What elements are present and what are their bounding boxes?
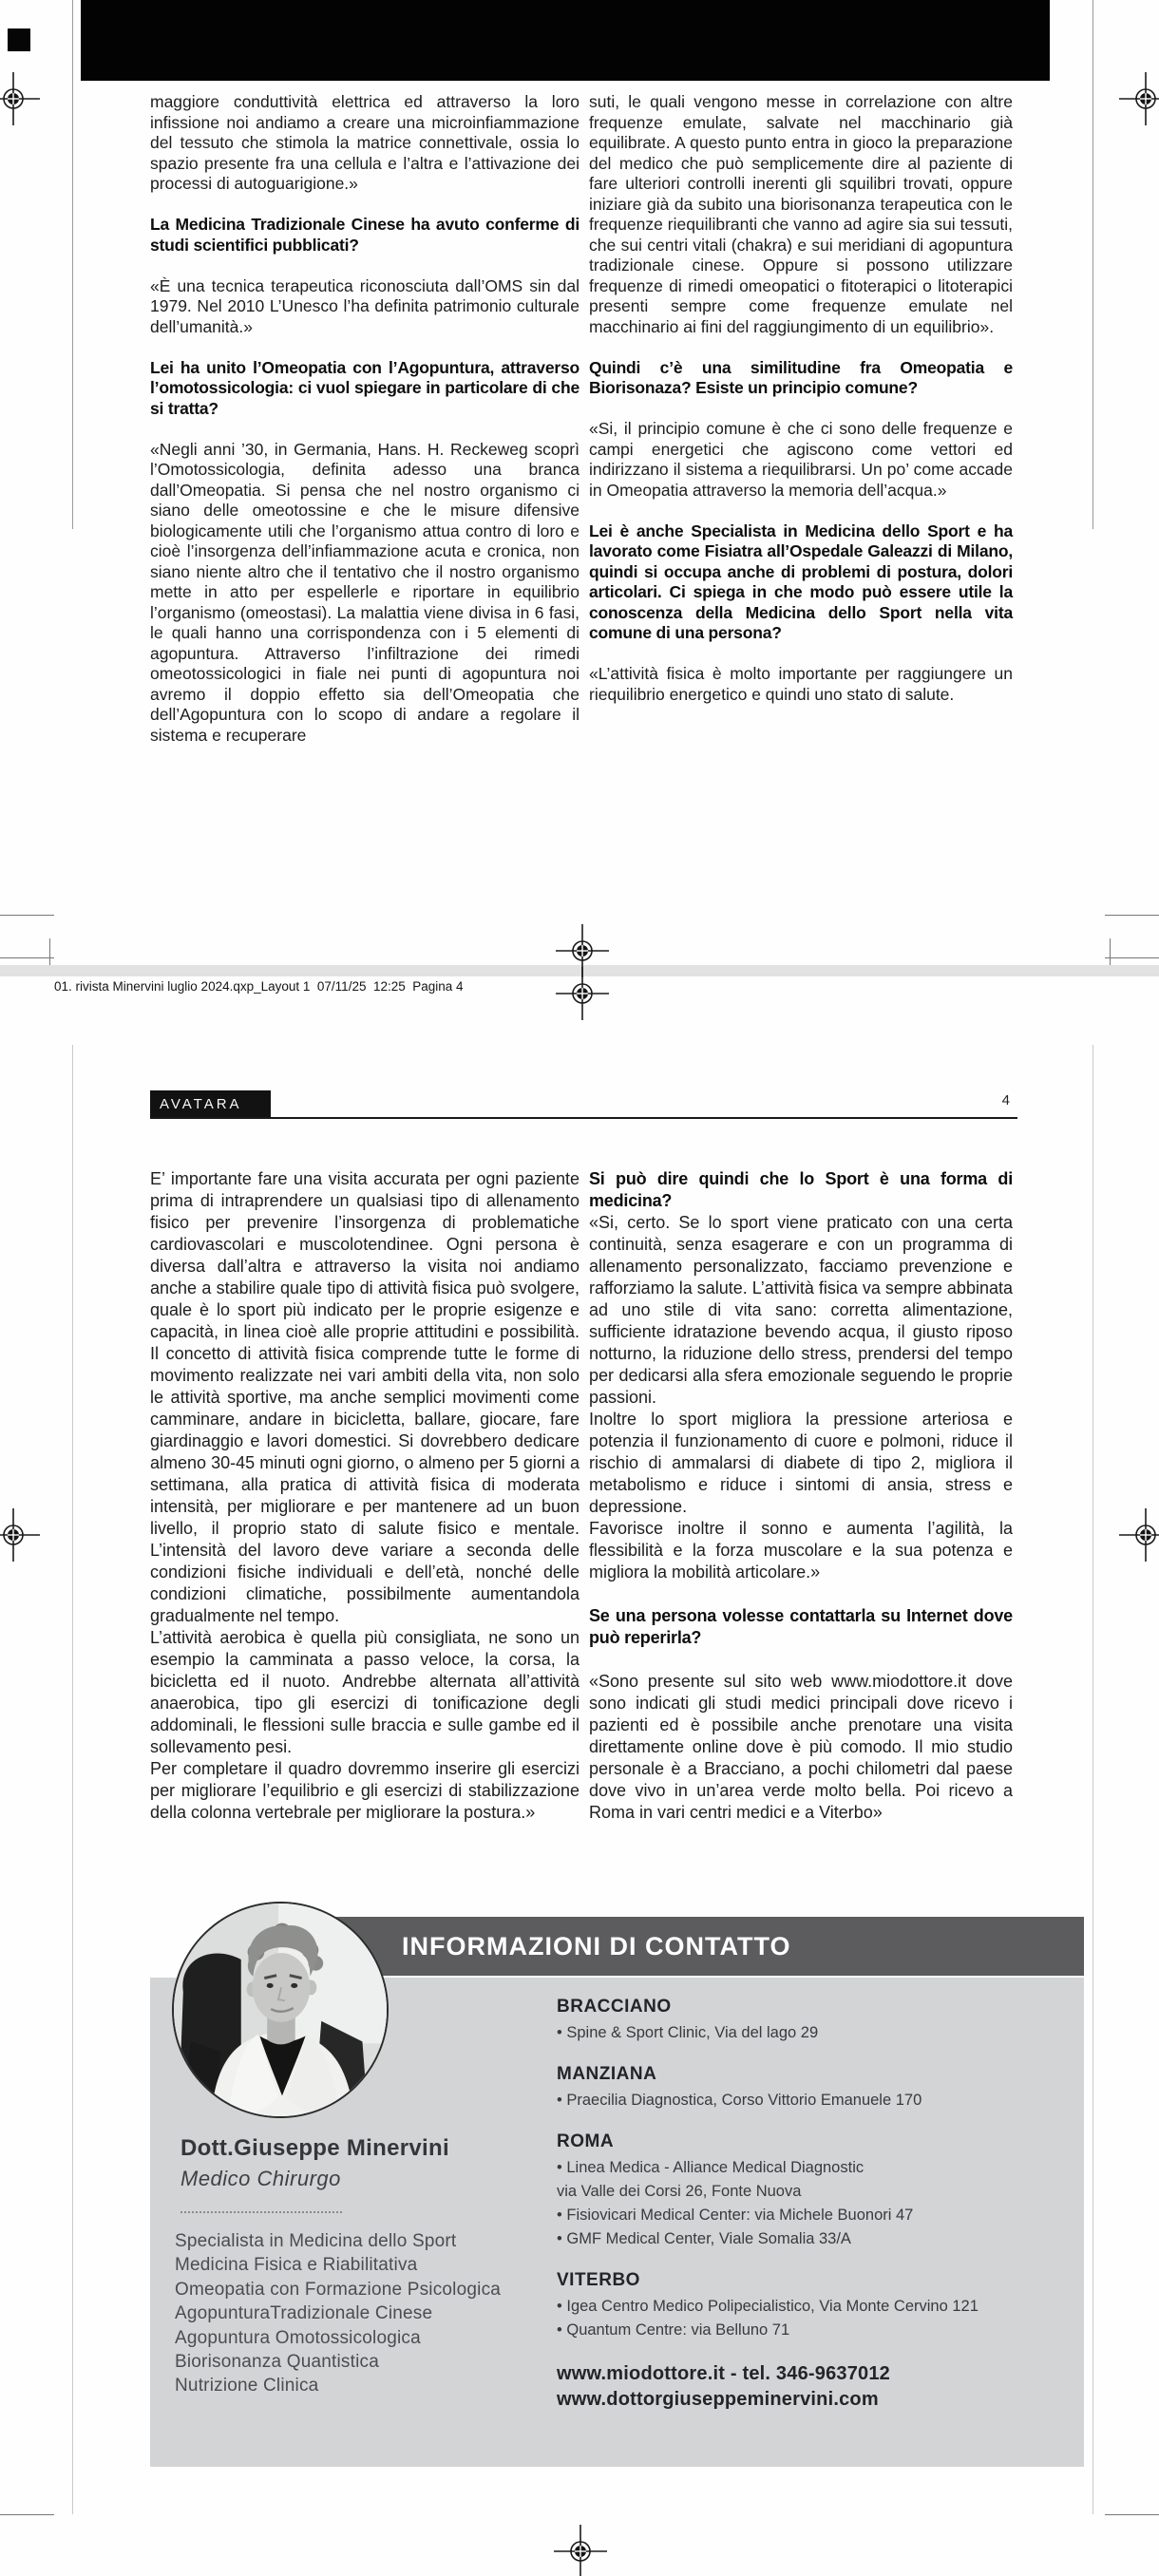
specialty-item: Agopuntura Omotossicologica [175, 2327, 421, 2348]
specialty-item: AgopunturaTradizionale Cinese [175, 2303, 433, 2324]
article-paragraph: Inoltre lo sport migliora la pressione arteriosa e potenzia il funzionamento di cuore e polmoni, riduce il rischio di ammalarsi di diabete di tipo 2, migliora il metabolismo e riduce i sintomi di ansia, stress e depressione. [589, 1410, 1013, 1516]
contact-groups [557, 1997, 1085, 2342]
interview-question: Lei è anche Specialista in Medicina dello Sport e ha lavorato come Fisiatra all’Ospedale Galeazzi di Milano, quindi si occupa anche di problemi di postura, dolori articolari. Ci spiega in che modo può essere utile la conoscenza della Medicina dello Sport nella vita comune di una persona? [589, 521, 1013, 642]
address-line: • Igea Centro Medico Polipecialistico, Via Monte Cervino 121 [557, 2298, 978, 2315]
trim-line-right [1092, 1045, 1093, 2514]
contact-city-group [557, 2064, 1085, 2112]
specialty-item: Medicina Fisica e Riabilitativa [175, 2255, 418, 2276]
city-name: BRACCIANO [557, 1997, 672, 2017]
address-line: • Praecilia Diagnostica, Corso Vittorio Emanuele 170 [557, 2092, 922, 2109]
prepress-slug-line: 01. rivista Minervini luglio 2024.qxp_Layout 1 07/11/25 12:25 Pagina 4 [54, 979, 464, 994]
article-column-bottom-left [150, 1168, 580, 1824]
specialty-item: Biorisonanza Quantistica [175, 2352, 379, 2373]
section-label [150, 1090, 271, 1117]
trim-line-right [1092, 0, 1093, 529]
crop-tick [0, 957, 54, 958]
article-paragraph: L’attività aerobica è quella più consigliata, ne sono un esempio la camminata a passo veloce, la corsa, la bicicletta ed il nuoto. Andrebbe alternata all’attività anaerobica, tipo gli esercizi di tonificazione degli addominali, le flessioni sulle braccia e sulle gambe ed il sollevamento pesi. [150, 1628, 580, 1756]
specialty-item: Omeopatia con Formazione Psicologica [175, 2279, 502, 2300]
doctor-name: Dott.Giuseppe Minervini [180, 2135, 449, 2161]
crop-tick [1110, 938, 1111, 965]
address-line: via Valle dei Corsi 26, Fonte Nuova [557, 2183, 802, 2200]
photo-bleed-bar [81, 0, 1050, 81]
edge-ink-square [8, 28, 30, 51]
contact-city-group [557, 1997, 1085, 2045]
address-line: • Spine & Sport Clinic, Via del lago 29 [557, 2024, 819, 2041]
crop-tick [1105, 2514, 1159, 2515]
article-paragraph: «È una tecnica terapeutica riconosciuta dall’OMS sin dal 1979. Nel 2010 L’Unesco l’ha definita patrimonio culturale dell’umanità.» [150, 275, 580, 336]
web-contacts [557, 2361, 1085, 2413]
portrait-illustration [174, 1904, 387, 2116]
article-column-bottom-right [589, 1168, 1013, 1824]
trim-line-left [72, 0, 73, 529]
header-rule [150, 1117, 1017, 1119]
crop-tick [49, 938, 50, 965]
interview-question: Quindi c’è una similitudine fra Omeopatia e Biorisonaza? Esiste un principio comune? [589, 357, 1013, 397]
doctor-role: Medico Chirurgo [180, 2167, 341, 2190]
contact-title-bar [296, 1917, 1084, 1976]
contact-locations [557, 1997, 1085, 2413]
website-line: www.dottorgiuseppeminervini.com [557, 2389, 879, 2410]
contact-title: INFORMAZIONI DI CONTATTO [402, 1931, 791, 1960]
city-name: MANZIANA [557, 2064, 657, 2084]
registration-mark-icon [1119, 72, 1159, 125]
city-name: ROMA [557, 2131, 615, 2151]
interview-question: La Medicina Tradizionale Cinese ha avuto conferme di studi scientifici pubblicati? [150, 215, 580, 255]
registration-mark-icon [556, 967, 609, 1020]
doctor-identity [180, 2135, 494, 2213]
interview-question: Si può dire quindi che lo Sport è una forma di medicina? [589, 1169, 1013, 1210]
crop-tick [1105, 957, 1159, 958]
article-paragraph: E’ importante fare una visita accurata per ogni paziente prima di intraprendere un qualsiasi tipo di allenamento fisico per prevenire l’insorgenza di problematiche cardiovascolari e muscolotendinee. Ogni persona è diversa dall’altra e attraverso la visita noi andiamo anche a stabilire quale tipo di attività fisica può svolgere, quale è lo sport più indicato per le proprie esigenze e capacità, in linea cioè alle proprie attitudini e possibilità. Il concetto di attività fisica comprende tutte le forme di movimento realizzate nei vari ambiti della vita, non solo le attività sportive, ma anche semplici movimenti come camminare, andare in bicicletta, ballare, giocare, fare giardinaggio e lavori domestici. Si dovrebbero dedicare almeno 30-45 minuti ogni giorno, o almeno per 5 giorni a settimana, alla pratica di attività fisica di moderata intensità, per migliorare e per mantenere ad un buon livello, il proprio stato di salute fisico e mentale. L’intensità del lavoro deve variare a seconda delle condizioni fisiche individuali e dell’età, nonché delle condizioni climatiche, possibilmente aumentandola gradualmente nel tempo. [150, 1169, 580, 1625]
address-line: • GMF Medical Center, Viale Somalia 33/A [557, 2230, 851, 2247]
article-paragraph: «Si, certo. Se lo sport viene praticato con una certa continuità, senza esagerare e con un programma di allenamento personalizzato, facciamo prevenzione e rafforziamo la salute. L’attività fisica va sempre abbinata ad uno stile di vita sano: corretta alimentazione, sufficiente idratazione bevendo acqua, il giusto riposo notturno, la riduzione dello stress, prendersi del tempo per dedicarsi alla sfera emozionale seguendo le proprie passioni. [589, 1213, 1013, 1407]
contact-city-group [557, 2270, 1085, 2342]
address-line: • Quantum Centre: via Belluno 71 [557, 2321, 790, 2339]
dotted-divider [180, 2211, 342, 2213]
crop-tick [1105, 915, 1159, 916]
address-line: • Fisiovicari Medical Center: via Michele Buonori 47 [557, 2207, 914, 2224]
article-paragraph: suti, le quali vengono messe in correlazione con altre frequenze emulate, salvate nel macchinario già equilibrate. A questo punto entra in gioco la preparazione del medico che può semplicemente dire al paziente di fare ulteriori controlli inerenti gli squilibri trovati, oppure iniziare già da subito una biorisonanza terapeutica con le frequenze riequilibranti che vanno ad agire sia sui tessuti, che sui centri vitali (chakra) e sui meridiani di agopuntura tradizionale cinese. Oppure si possono utilizzare frequenze di rimedi omeopatici o fitoterapici o litoterapici presenti sempre come frequenze emulate nel macchinario ai fini del raggiungimento di un equilibrio». [589, 92, 1013, 336]
section-title: AVATARA [160, 1095, 242, 1112]
article-paragraph: «Negli anni ’30, in Germania, Hans. H. Reckeweg scoprì l’Omotossicologia, definita adesso una branca dall’Omeopatia. Si pensa che nel nostro organismo ci siano delle omeotossine e che le misure difensive biologicamente utili che l’organismo attua contro di loro e cioè l’insorgenza dell’infiammazione acuta e cronica, non siano niente altro che il tentativo che il nostro organismo mette in atto per espellerle e riportare in equilibrio l’organismo (omeostasi). La malattia viene divisa in 6 fasi, le quali hanno una corrispondenza con i 5 elementi di agopuntura. Attraverso l’infiltrazione dei rimedi omeotossicologici in fiale nei punti di agopuntura noi avremo il doppio effetto sia dell’Omeopatia che dell’Agopuntura con lo scopo di andare a regolare il sistema e recuperare [150, 439, 580, 745]
trim-line-left [72, 1045, 73, 2514]
article-paragraph: maggiore conduttività elettrica ed attraverso la loro infissione noi andiamo a creare una microinfiammazione del tessuto che stimola la matrice connettivale, ossia lo spazio presente fra una cellula e l’altra e l’attivazione dei processi di autoguarigione.» [150, 92, 580, 193]
specialty-item: Specialista in Medicina dello Sport [175, 2231, 457, 2251]
registration-mark-icon [1119, 1508, 1159, 1562]
article-paragraph: «Sono presente sul sito web www.miodottore.it dove sono indicati gli studi medici principali dove ricevo i pazienti ed è possibile anche prenotare una visita direttamente online dove è più comodo. Il mio studio personale è a Bracciano, a pochi chilometri dal paese dove vivo in un’area verde molto bella. Poi ricevo a Roma in vari centri medici e a Viterbo» [589, 1672, 1013, 1822]
crop-tick [0, 915, 54, 916]
doctor-photo [172, 1902, 389, 2118]
interview-question: Se una persona volesse contattarla su Internet dove può reperirla? [589, 1606, 1013, 1647]
specialties-list [175, 2229, 536, 2398]
article-column-top-left [150, 92, 580, 746]
contact-city-group [557, 2131, 1085, 2251]
registration-mark-icon [0, 1508, 40, 1562]
registration-mark-icon [554, 2525, 607, 2576]
article-column-top-right [589, 92, 1013, 705]
crop-tick [0, 2514, 54, 2515]
page-number: 4 [1001, 1092, 1010, 1108]
article-paragraph: Per completare il quadro dovremmo inserire gli esercizi per migliorare l’equilibrio e gli esercizi di stabilizzazione della colonna vertebrale per migliorare la postura.» [150, 1759, 580, 1822]
interview-question: Lei ha unito l’Omeopatia con l’Agopuntura, attraverso l’omotossicologia: ci vuol spiegare in particolare di che si tratta? [150, 357, 580, 418]
city-name: VITERBO [557, 2270, 640, 2290]
article-paragraph: «Si, il principio comune è che ci sono delle frequenze e campi energetici che agiscono come vettori ed indirizzano il sistema a riequilibrarsi. Un po’ come accade in Omeopatia attraverso la memoria dell’acqua.» [589, 419, 1013, 500]
registration-mark-icon [0, 72, 40, 125]
article-paragraph: Favorisce inoltre il sonno e aumenta l’agilità, la flessibilità e la forza muscolare e la sua potenza e migliora la mobilità articolare.» [589, 1519, 1013, 1582]
article-paragraph: «L’attività fisica è molto importante per raggiungere un riequilibrio energetico e quindi uno stato di salute. [589, 664, 1013, 704]
specialty-item: Nutrizione Clinica [175, 2376, 319, 2396]
website-phone-line: www.miodottore.it - tel. 346-9637012 [557, 2363, 891, 2384]
address-line: • Linea Medica - Alliance Medical Diagnostic [557, 2159, 864, 2176]
